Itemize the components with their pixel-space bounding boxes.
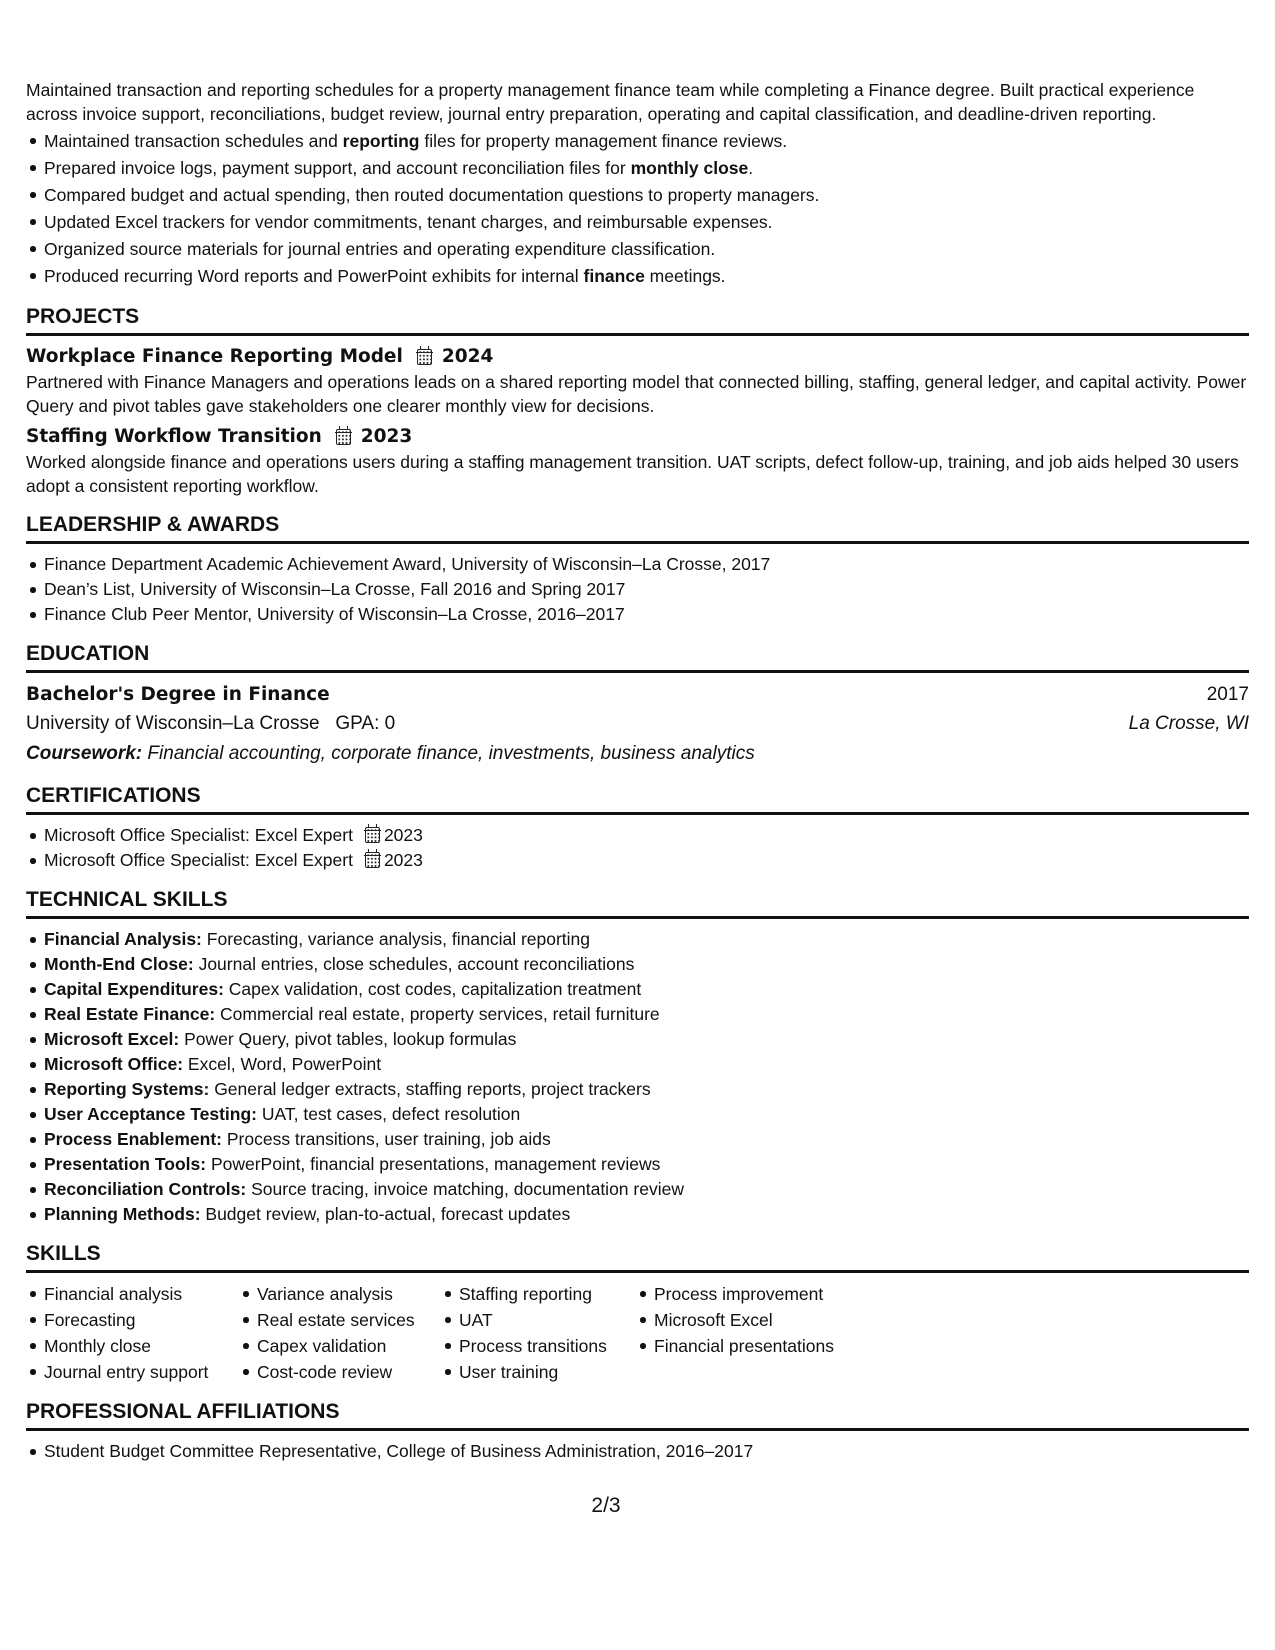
resume-page (26, 78, 1249, 1464)
experience-summary: Maintained transaction and reporting schedules for a property management finance team while completing a Finance degree. Built practical experience across invoice support, reconciliations, budget review, journal entry preparation, operating and capital classification, and deadline-driven reporting. (26, 80, 1195, 124)
calendar-icon (336, 429, 351, 445)
list-item: Microsoft Office: Excel, Word, PowerPoint (44, 1052, 1249, 1077)
skills-column (441, 1281, 636, 1385)
project-name: Staffing Workflow Transition (26, 426, 322, 447)
project-header (26, 344, 1249, 370)
affiliations-list (26, 1439, 1249, 1464)
skills-grid (26, 1281, 1249, 1385)
list-item: Monthly close (44, 1333, 239, 1359)
list-item: Financial presentations (654, 1333, 894, 1359)
section-title: CERTIFICATIONS (26, 783, 1249, 815)
list-item: Process transitions (459, 1333, 636, 1359)
list-item: Capital Expenditures: Capex validation, cost codes, capitalization treatment (44, 977, 1249, 1002)
list-item: Microsoft Excel: Power Query, pivot tables, lookup formulas (44, 1027, 1249, 1052)
projects-section (26, 304, 1249, 498)
project-description: Worked alongside finance and operations users during a staffing management transition. UAT scripts, defect follow-up, training, and job aids helped 30 users adopt a consistent reporting workflow. (26, 452, 1239, 496)
coursework-label: Coursework: (26, 743, 143, 764)
school-location: La Crosse, WI (1128, 713, 1249, 734)
education-header (26, 681, 1249, 709)
leadership-section (26, 512, 1249, 627)
list-item: Journal entry support (44, 1359, 239, 1385)
degree: Bachelor's Degree in Finance (26, 684, 330, 705)
skills-column (239, 1281, 441, 1385)
list-item: Real estate services (257, 1307, 441, 1333)
list-item: Variance analysis (257, 1281, 441, 1307)
list-item: Maintained transaction schedules and reporting files for property management finance reviews. (44, 128, 1249, 155)
list-item: Planning Methods: Budget review, plan-to-actual, forecast updates (44, 1202, 1249, 1227)
list-item: Produced recurring Word reports and PowerPoint exhibits for internal finance meetings. (44, 263, 1249, 290)
list-item: Forecasting (44, 1307, 239, 1333)
list-item: Month-End Close: Journal entries, close schedules, account reconciliations (44, 952, 1249, 977)
page-number: 2/3 (591, 1494, 621, 1517)
section-title: SKILLS (26, 1241, 1249, 1273)
list-item (44, 848, 1249, 873)
certification-year: 2023 (383, 850, 423, 870)
calendar-icon (365, 827, 380, 843)
list-item: Updated Excel trackers for vendor commitments, tenant charges, and reimbursable expenses. (44, 209, 1249, 236)
skills-section (26, 1241, 1249, 1385)
list-item: Capex validation (257, 1333, 441, 1359)
school (26, 709, 395, 739)
list-item: Finance Club Peer Mentor, University of Wisconsin–La Crosse, 2016–2017 (44, 602, 1249, 627)
skills-column (636, 1281, 894, 1385)
section-title: TECHNICAL SKILLS (26, 887, 1249, 919)
list-item: Finance Department Academic Achievement Award, University of Wisconsin–La Crosse, 2017 (44, 552, 1249, 577)
list-item: Presentation Tools: PowerPoint, financial presentations, management reviews (44, 1152, 1249, 1177)
list-item: Staffing reporting (459, 1281, 636, 1307)
certification-year: 2023 (383, 825, 423, 845)
list-item: Dean’s List, University of Wisconsin–La Crosse, Fall 2016 and Spring 2017 (44, 577, 1249, 602)
list-item: Process Enablement: Process transitions, user training, job aids (44, 1127, 1249, 1152)
list-item: Financial analysis (44, 1281, 239, 1307)
certification-name: Microsoft Office Specialist: Excel Expert (44, 850, 353, 870)
project-description: Partnered with Finance Managers and operations leads on a shared reporting model that connected billing, staffing, general ledger, and capital activity. Power Query and pivot tables gave stakeholders one clearer monthly view for decisions. (26, 372, 1247, 416)
section-title: EDUCATION (26, 641, 1249, 673)
list-item: Process improvement (654, 1281, 894, 1307)
leadership-list (26, 552, 1249, 627)
project-header (26, 424, 1249, 450)
technical-skills-list (26, 927, 1249, 1227)
certification-name: Microsoft Office Specialist: Excel Expert (44, 825, 353, 845)
coursework (26, 739, 1249, 769)
section-title: PROFESSIONAL AFFILIATIONS (26, 1399, 1249, 1431)
skills-column (26, 1281, 239, 1385)
affiliations-section (26, 1399, 1249, 1464)
calendar-icon (417, 349, 432, 365)
section-title: LEADERSHIP & AWARDS (26, 512, 1249, 544)
section-title: PROJECTS (26, 304, 1249, 336)
graduation-year: 2017 (1206, 684, 1249, 705)
list-item (44, 823, 1249, 848)
education-school-row (26, 709, 1249, 739)
list-item: Reporting Systems: General ledger extracts, staffing reports, project trackers (44, 1077, 1249, 1102)
list-item: Microsoft Excel (654, 1307, 894, 1333)
list-item: Student Budget Committee Representative, College of Business Administration, 2016–2017 (44, 1439, 1249, 1464)
list-item: Organized source materials for journal entries and operating expenditure classification. (44, 236, 1249, 263)
list-item: Cost-code review (257, 1359, 441, 1385)
list-item: Financial Analysis: Forecasting, variance analysis, financial reporting (44, 927, 1249, 952)
list-item: User training (459, 1359, 636, 1385)
certifications-section (26, 783, 1249, 873)
calendar-icon (365, 852, 380, 868)
list-item: UAT (459, 1307, 636, 1333)
project-year: 2024 (441, 346, 494, 367)
experience-bullets (26, 128, 1249, 290)
technical-skills-section (26, 887, 1249, 1227)
certifications-list (26, 823, 1249, 873)
coursework-list: Financial accounting, corporate finance, investments, business analytics (147, 743, 755, 764)
project-name: Workplace Finance Reporting Model (26, 346, 403, 367)
education-section (26, 641, 1249, 769)
school-name: University of Wisconsin–La Crosse (26, 713, 320, 734)
gpa: GPA: 0 (335, 713, 396, 734)
project-year: 2023 (360, 426, 413, 447)
list-item: Compared budget and actual spending, then routed documentation questions to property managers. (44, 182, 1249, 209)
list-item: Real Estate Finance: Commercial real estate, property services, retail furniture (44, 1002, 1249, 1027)
list-item: Reconciliation Controls: Source tracing, invoice matching, documentation review (44, 1177, 1249, 1202)
list-item: Prepared invoice logs, payment support, and account reconciliation files for monthly close. (44, 155, 1249, 182)
list-item: User Acceptance Testing: UAT, test cases, defect resolution (44, 1102, 1249, 1127)
